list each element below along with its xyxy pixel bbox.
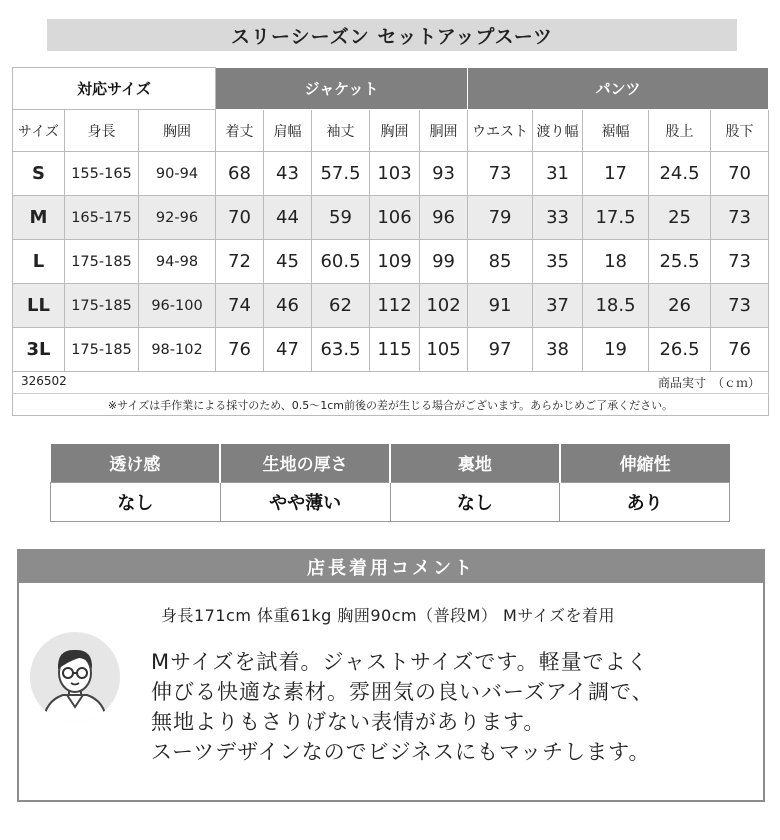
table-cell: 73 (711, 284, 769, 328)
size-label: S (13, 152, 65, 196)
group-header-row (13, 68, 769, 110)
group-header-jacket: ジャケット (216, 68, 468, 110)
table-cell: 45 (264, 240, 312, 284)
column-header: 股上 (649, 110, 711, 152)
table-cell: 79 (468, 196, 533, 240)
table-cell: 25 (649, 196, 711, 240)
table-cell: 17 (583, 152, 649, 196)
table-cell: 73 (711, 196, 769, 240)
attribute-label: 伸縮性 (560, 444, 730, 482)
comment-line: スーツデザインなのでビジネスにもマッチします。 (151, 740, 651, 764)
table-cell: 73 (711, 240, 769, 284)
table-cell: 90-94 (139, 152, 216, 196)
table-row (13, 196, 769, 240)
measurement-note: ※サイズは手作業による採寸のため、0.5～1cm前後の差が生じる場合がございます。あらかじめご了承ください。 (13, 394, 769, 416)
table-cell: 175-185 (65, 240, 139, 284)
table-cell: 46 (264, 284, 312, 328)
table-row (13, 284, 769, 328)
table-cell: 93 (420, 152, 468, 196)
table-row (13, 328, 769, 372)
size-label: LL (13, 284, 65, 328)
table-cell: 109 (370, 240, 420, 284)
table-cell: 97 (468, 328, 533, 372)
table-cell: 92-96 (139, 196, 216, 240)
table-cell: 175-185 (65, 328, 139, 372)
table-cell: 85 (468, 240, 533, 284)
fabric-attributes-table (50, 444, 730, 522)
table-cell: 63.5 (312, 328, 370, 372)
table-cell: 98-102 (139, 328, 216, 372)
table-cell: 17.5 (583, 196, 649, 240)
table-cell: 76 (216, 328, 264, 372)
table-cell: 70 (711, 152, 769, 196)
attribute-label: 裏地 (390, 444, 560, 482)
table-cell: 19 (583, 328, 649, 372)
attribute-label: 生地の厚さ (220, 444, 390, 482)
comment-line: 無地よりもさりげない表情があります。 (151, 710, 546, 734)
column-header: 着丈 (216, 110, 264, 152)
table-cell: 74 (216, 284, 264, 328)
column-header: 肩幅 (264, 110, 312, 152)
table-cell: 72 (216, 240, 264, 284)
table-cell: 60.5 (312, 240, 370, 284)
table-cell: 105 (420, 328, 468, 372)
product-title: スリーシーズン セットアップスーツ (47, 19, 737, 51)
comment-text (151, 647, 751, 767)
table-cell: 47 (264, 328, 312, 372)
table-cell: 99 (420, 240, 468, 284)
table-cell: 94-98 (139, 240, 216, 284)
table-cell: 43 (264, 152, 312, 196)
attribute-label: 透け感 (51, 444, 221, 482)
comment-header: 店長着用コメント (19, 551, 763, 583)
table-cell: 76 (711, 328, 769, 372)
column-header: 袖丈 (312, 110, 370, 152)
column-header: 胸囲 (370, 110, 420, 152)
table-cell: 103 (370, 152, 420, 196)
table-cell: 33 (533, 196, 583, 240)
table-cell: 115 (370, 328, 420, 372)
table-cell: 37 (533, 284, 583, 328)
column-header: サイズ (13, 110, 65, 152)
table-cell: 102 (420, 284, 468, 328)
column-header: 股下 (711, 110, 769, 152)
comment-line: Mサイズを試着。ジャストサイズです。軽量でよく (151, 650, 649, 674)
table-cell: 91 (468, 284, 533, 328)
column-header: 裾幅 (583, 110, 649, 152)
table-cell: 26 (649, 284, 711, 328)
table-cell: 35 (533, 240, 583, 284)
size-label: L (13, 240, 65, 284)
table-cell: 24.5 (649, 152, 711, 196)
column-header: ウエスト (468, 110, 533, 152)
table-cell: 175-185 (65, 284, 139, 328)
staff-comment-box (17, 549, 765, 802)
size-chart-table (12, 67, 769, 416)
unit-label: 商品実寸 （ｃｍ） (658, 376, 761, 390)
group-header-fit: 対応サイズ (13, 68, 216, 110)
table-cell: 106 (370, 196, 420, 240)
attribute-value-row (51, 482, 730, 521)
table-cell: 38 (533, 328, 583, 372)
size-label: M (13, 196, 65, 240)
product-code: 326502 (21, 374, 67, 388)
table-cell: 25.5 (649, 240, 711, 284)
table-cell: 18.5 (583, 284, 649, 328)
table-cell: 26.5 (649, 328, 711, 372)
attribute-label-row (51, 444, 730, 482)
attribute-value: やや薄い (220, 482, 390, 521)
table-cell: 73 (468, 152, 533, 196)
attribute-value: なし (390, 482, 560, 521)
table-cell: 112 (370, 284, 420, 328)
table-row (13, 152, 769, 196)
table-cell: 44 (264, 196, 312, 240)
column-header: 胸囲 (139, 110, 216, 152)
table-cell: 31 (533, 152, 583, 196)
table-cell: 59 (312, 196, 370, 240)
table-cell: 62 (312, 284, 370, 328)
wearer-info: 身長171cm 体重61kg 胸囲90cm（普段M） Mサイズを着用 (161, 606, 616, 625)
table-cell: 18 (583, 240, 649, 284)
table-cell: 57.5 (312, 152, 370, 196)
attribute-value: あり (560, 482, 730, 521)
table-cell: 165-175 (65, 196, 139, 240)
attribute-value: なし (51, 482, 221, 521)
table-row (13, 240, 769, 284)
comment-line: 伸びる快適な素材。雰囲気の良いバーズアイ調で、 (151, 680, 654, 704)
group-header-pants: パンツ (468, 68, 769, 110)
column-header: 身長 (65, 110, 139, 152)
column-header: 胴囲 (420, 110, 468, 152)
column-header-row (13, 110, 769, 152)
table-cell: 96 (420, 196, 468, 240)
table-cell: 68 (216, 152, 264, 196)
size-label: 3L (13, 328, 65, 372)
column-header: 渡り幅 (533, 110, 583, 152)
table-cell: 155-165 (65, 152, 139, 196)
table-cell: 96-100 (139, 284, 216, 328)
person-with-glasses-icon (29, 631, 121, 723)
table-cell: 70 (216, 196, 264, 240)
